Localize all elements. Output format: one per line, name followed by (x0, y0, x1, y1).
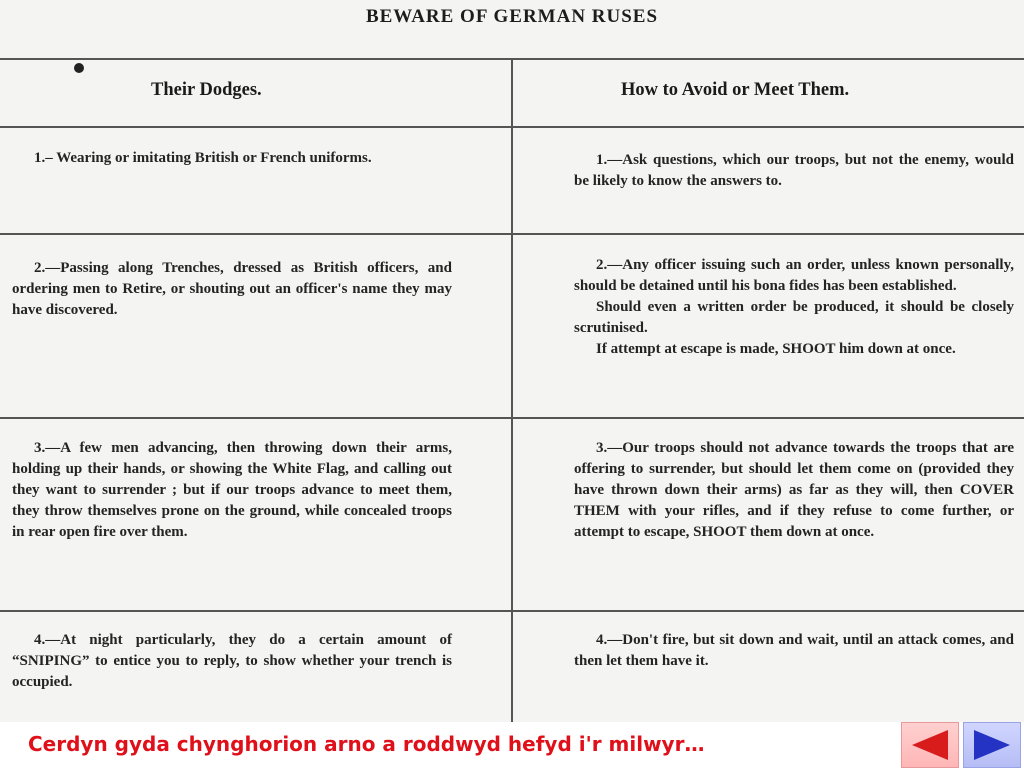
triangle-right-icon (970, 728, 1014, 762)
triangle-left-icon (908, 728, 952, 762)
next-slide-button[interactable] (963, 722, 1021, 768)
avoid-text-2b: Should even a written order be produced, it should be closely scrutinised. (574, 299, 1014, 336)
header-their-dodges: Their Dodges. (151, 80, 262, 100)
ink-dot (74, 63, 84, 73)
avoid-text-2c: If attempt at escape is made, SHOOT him down at once. (596, 341, 956, 357)
dodge-text-3: 3.—A few men advancing, then throwing down their arms, holding up their hands, or showing the White Flag, and calling out they want to surrender ; but if our troops advance to meet them, they throw themselves prone on the ground, while concealed troops in rear open fire over them. (12, 440, 452, 540)
dodge-cell-2 (12, 258, 452, 321)
previous-slide-button[interactable] (901, 722, 959, 768)
header-how-to-avoid: How to Avoid or Meet Them. (621, 80, 850, 100)
avoid-cell-4 (574, 630, 1014, 672)
dodge-cell-3 (12, 438, 452, 543)
avoid-text-2a: 2.—Any officer issuing such an order, unless known personally, should be detained until his bona fides has been established. (574, 257, 1014, 294)
dodge-text-4: 4.—At night particularly, they do a certain amount of “SNIPING” to entice you to reply, to show whether your trench is occupied. (12, 632, 452, 690)
dodge-text-1: 1.– Wearing or imitating British or French uniforms. (34, 150, 372, 166)
dodge-cell-4 (12, 630, 452, 693)
column-divider (511, 58, 513, 722)
avoid-text-4: 4.—Don't fire, but sit down and wait, until an attack comes, and then let them have it. (574, 632, 1014, 669)
avoid-cell-1 (574, 150, 1014, 192)
avoid-cell-3 (574, 438, 1014, 543)
dodge-text-2: 2.—Passing along Trenches, dressed as British officers, and ordering men to Retire, or shouting out an officer's name they may have discovered. (12, 260, 452, 318)
dodge-cell-1 (12, 148, 452, 169)
slide-caption: Cerdyn gyda chynghorion arno a roddwyd hefyd i'r milwyr… (28, 732, 705, 756)
document-title: BEWARE OF GERMAN RUSES (365, 6, 659, 27)
avoid-cell-2 (574, 255, 1014, 360)
avoid-text-1: 1.—Ask questions, which our troops, but not the enemy, would be likely to know the answers to. (574, 152, 1014, 189)
avoid-text-3: 3.—Our troops should not advance towards the troops that are offering to surrender, but should let them come on (provided they have thrown down their arms) as far as they will, then COVER THEM with your rifles, and if they refuse to come further, or attempt to escape, SHOOT them down at once. (574, 440, 1014, 540)
